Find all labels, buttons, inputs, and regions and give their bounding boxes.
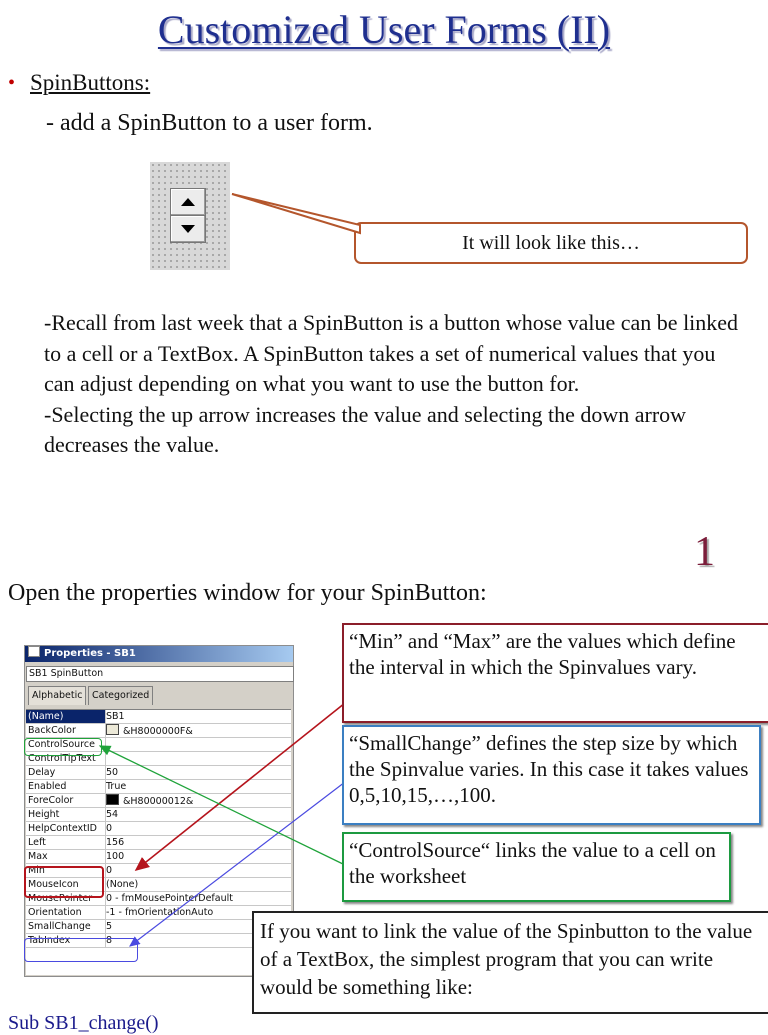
look-callout-pointer [232, 194, 360, 233]
tab-categorized[interactable]: Categorized [88, 686, 153, 705]
look-callout: It will look like this… [354, 222, 748, 264]
property-name: BackColor [26, 724, 106, 737]
property-value[interactable]: 100 [106, 851, 125, 862]
paragraph-recall: -Recall from last week that a SpinButton is a button whose value can be linked to a cell or a TextBox. A SpinButton takes a set of numerical values that you can adjust depending on what you want to use the button for. [44, 310, 739, 396]
property-value[interactable]: 0 [106, 823, 113, 834]
property-value[interactable]: 50 [106, 767, 119, 778]
bullet-heading: SpinButtons: [30, 70, 151, 95]
property-name: ControlSource [26, 738, 106, 751]
minmax-callout: “Min” and “Max” are the values which define the interval in which the Spinvalues vary. [342, 623, 768, 723]
properties-title: Properties - SB1 [44, 648, 136, 659]
add-instruction: - add a SpinButton to a user form. [46, 110, 373, 136]
property-name: Min [26, 864, 106, 877]
property-name: Max [26, 850, 106, 863]
property-value-text: &H8000000F& [123, 726, 193, 737]
controlsource-callout: “ControlSource“ links the value to a cell on the worksheet [342, 832, 731, 902]
property-value[interactable]: 0 - fmMousePointerDefault [106, 893, 233, 904]
property-value[interactable]: 0 [106, 865, 113, 876]
object-selector[interactable]: SB1 SpinButton [26, 666, 294, 682]
property-value[interactable]: True [106, 781, 127, 792]
open-properties-instruction: Open the properties window for your SpinButton: [8, 580, 487, 606]
property-value-text: &H80000012& [123, 796, 194, 807]
property-value[interactable]: 5 [106, 921, 113, 932]
textbox-callout: If you want to link the value of the Spinbutton to the value of a TextBox, the simplest program that you can write would be something like: [252, 911, 768, 1014]
minmax-arrow [136, 703, 345, 870]
property-name: Height [26, 808, 106, 821]
property-name: SmallChange [26, 920, 106, 933]
property-name: MouseIcon [26, 878, 106, 891]
code-snippet: Sub SB1_change() [8, 1012, 159, 1034]
bullet-marker: • [8, 72, 16, 94]
property-name: (Name) [26, 710, 106, 723]
property-name: ControlTipText [26, 752, 106, 765]
property-name: Delay [26, 766, 106, 779]
property-name: MousePointer [26, 892, 106, 905]
paragraph-arrows: -Selecting the up arrow increases the value and selecting the down arrow decreases the value. [44, 401, 687, 457]
smallchange-callout: “SmallChange” defines the step size by which the Spinvalue varies. In this case it takes values 0,5,10,15,…,100. [342, 725, 761, 825]
property-value[interactable]: 8 [106, 935, 113, 946]
property-name: Enabled [26, 780, 106, 793]
property-name: HelpContextID [26, 822, 106, 835]
property-name: ForeColor [26, 794, 106, 807]
property-value[interactable]: (None) [106, 879, 139, 890]
property-name: Left [26, 836, 106, 849]
property-value[interactable]: 54 [106, 809, 119, 820]
property-name: TabIndex [26, 934, 106, 947]
property-value[interactable]: -1 - fmOrientationAuto [106, 907, 214, 918]
property-value[interactable]: 156 [106, 837, 125, 848]
slide-number: 1 [694, 529, 715, 575]
property-value[interactable]: SB1 [106, 711, 125, 722]
slide-title: Customized User Forms (II) [157, 7, 611, 52]
property-name: Orientation [26, 906, 106, 919]
controlsource-arrow [100, 746, 345, 865]
tab-alphabetic[interactable]: Alphabetic [28, 686, 86, 705]
